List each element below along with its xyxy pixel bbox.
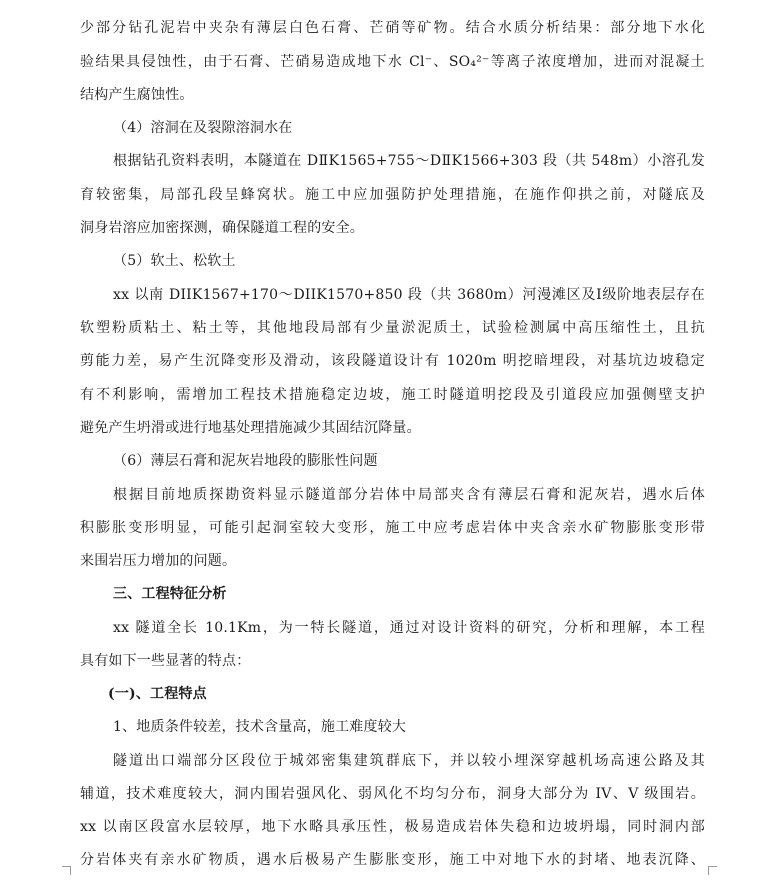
body-text-line: 验结果具侵蚀性，由于石膏、芒硝易造成地下水 Cl⁻、SO₄²⁻等离子浓度增加，进而对混凝土: [80, 54, 705, 70]
section-heading: (一)、工程特点: [108, 686, 207, 702]
body-text-line: 结构产生腐蚀性。: [80, 87, 194, 103]
body-text-line: 积膨胀变形明显，可能引起洞室较大变形，施工中应考虑岩体中夹含亲水矿物膨胀变形带: [80, 520, 705, 536]
subsection-heading: （4）溶洞在及裂隙溶洞水在: [113, 120, 293, 136]
paragraph-first-line: 隧道出口端部分区段位于城郊密集建筑群底下，并以较小埋深穿越机场高速公路及其: [113, 753, 705, 769]
paragraph-first-line: 根据目前地质探勘资料显示隧道部分岩体中局部夹含有薄层石膏和泥灰岩，遇水后体: [113, 487, 705, 503]
body-text-line: 剪能力差，易产生沉降变形及滑动，该段隧道设计有 1020m 明挖暗埋段，对基坑边坡稳定: [80, 353, 705, 369]
section-heading: 三、工程特征分析: [113, 586, 227, 602]
body-text-line: 来围岩压力增加的问题。: [80, 553, 237, 569]
body-text-line: 洞身岩溶应加密探测，确保隧道工程的安全。: [80, 220, 364, 236]
body-text-line: 具有如下一些显著的特点：: [80, 653, 251, 669]
body-text-line: 有不利影响，需增加工程技术措施稳定边坡，施工时隧道明挖段及引道段应加强侧壁支护: [80, 387, 705, 403]
body-text-line: 软塑粉质粘土、粘土等，其他地段局部有少量淤泥质土，试验检测属中高压缩性土，且抗: [80, 320, 705, 336]
subsection-heading: （6）薄层石膏和泥灰岩地段的膨胀性问题: [113, 453, 378, 469]
margin-corner-mark-left: [62, 866, 71, 875]
paragraph-first-line: xx 以南 DIIK1567+170～DIIK1570+850 段（共 3680m）河漫滩区及Ⅰ级阶地表层存在: [113, 287, 705, 303]
subsection-heading: （5）软土、松软土: [113, 253, 236, 269]
body-text-line: 少部分钻孔泥岩中夹杂有薄层白色石膏、芒硝等矿物。结合水质分析结果：部分地下水化: [80, 20, 705, 36]
body-text-line: 辅道，技术难度较大，洞内围岩强风化、弱风化不均匀分布，洞身大部分为 IV、V 级围岩。: [80, 786, 705, 802]
body-text-line: 避免产生坍滑或进行地基处理措施减少其固结沉降量。: [80, 420, 421, 436]
margin-corner-mark-right: [708, 866, 717, 875]
paragraph-first-line: 根据钻孔资料表明，本隧道在 DⅡK1565+755～DⅡK1566+303 段（共 548m）小溶孔发: [113, 153, 705, 169]
subsection-heading: 1、地质条件较差，技术含量高，施工难度较大: [113, 719, 407, 735]
body-text-line: 育较密集，局部孔段呈蜂窝状。施工中应加强防护处理措施，在施作仰拱之前，对隧底及: [80, 187, 705, 203]
body-text-line: 分岩体夹有亲水矿物质，遇水后极易产生膨胀变形，施工中对地下水的封堵、地表沉降、: [80, 852, 705, 868]
paragraph-first-line: xx 隧道全长 10.1Km，为一特长隧道，通过对设计资料的研究，分析和理解，本工程: [113, 620, 705, 636]
body-text-line: xx 以南区段富水层较厚，地下水略具承压性，极易造成岩体失稳和边坡坍塌，同时洞内部: [80, 819, 705, 835]
